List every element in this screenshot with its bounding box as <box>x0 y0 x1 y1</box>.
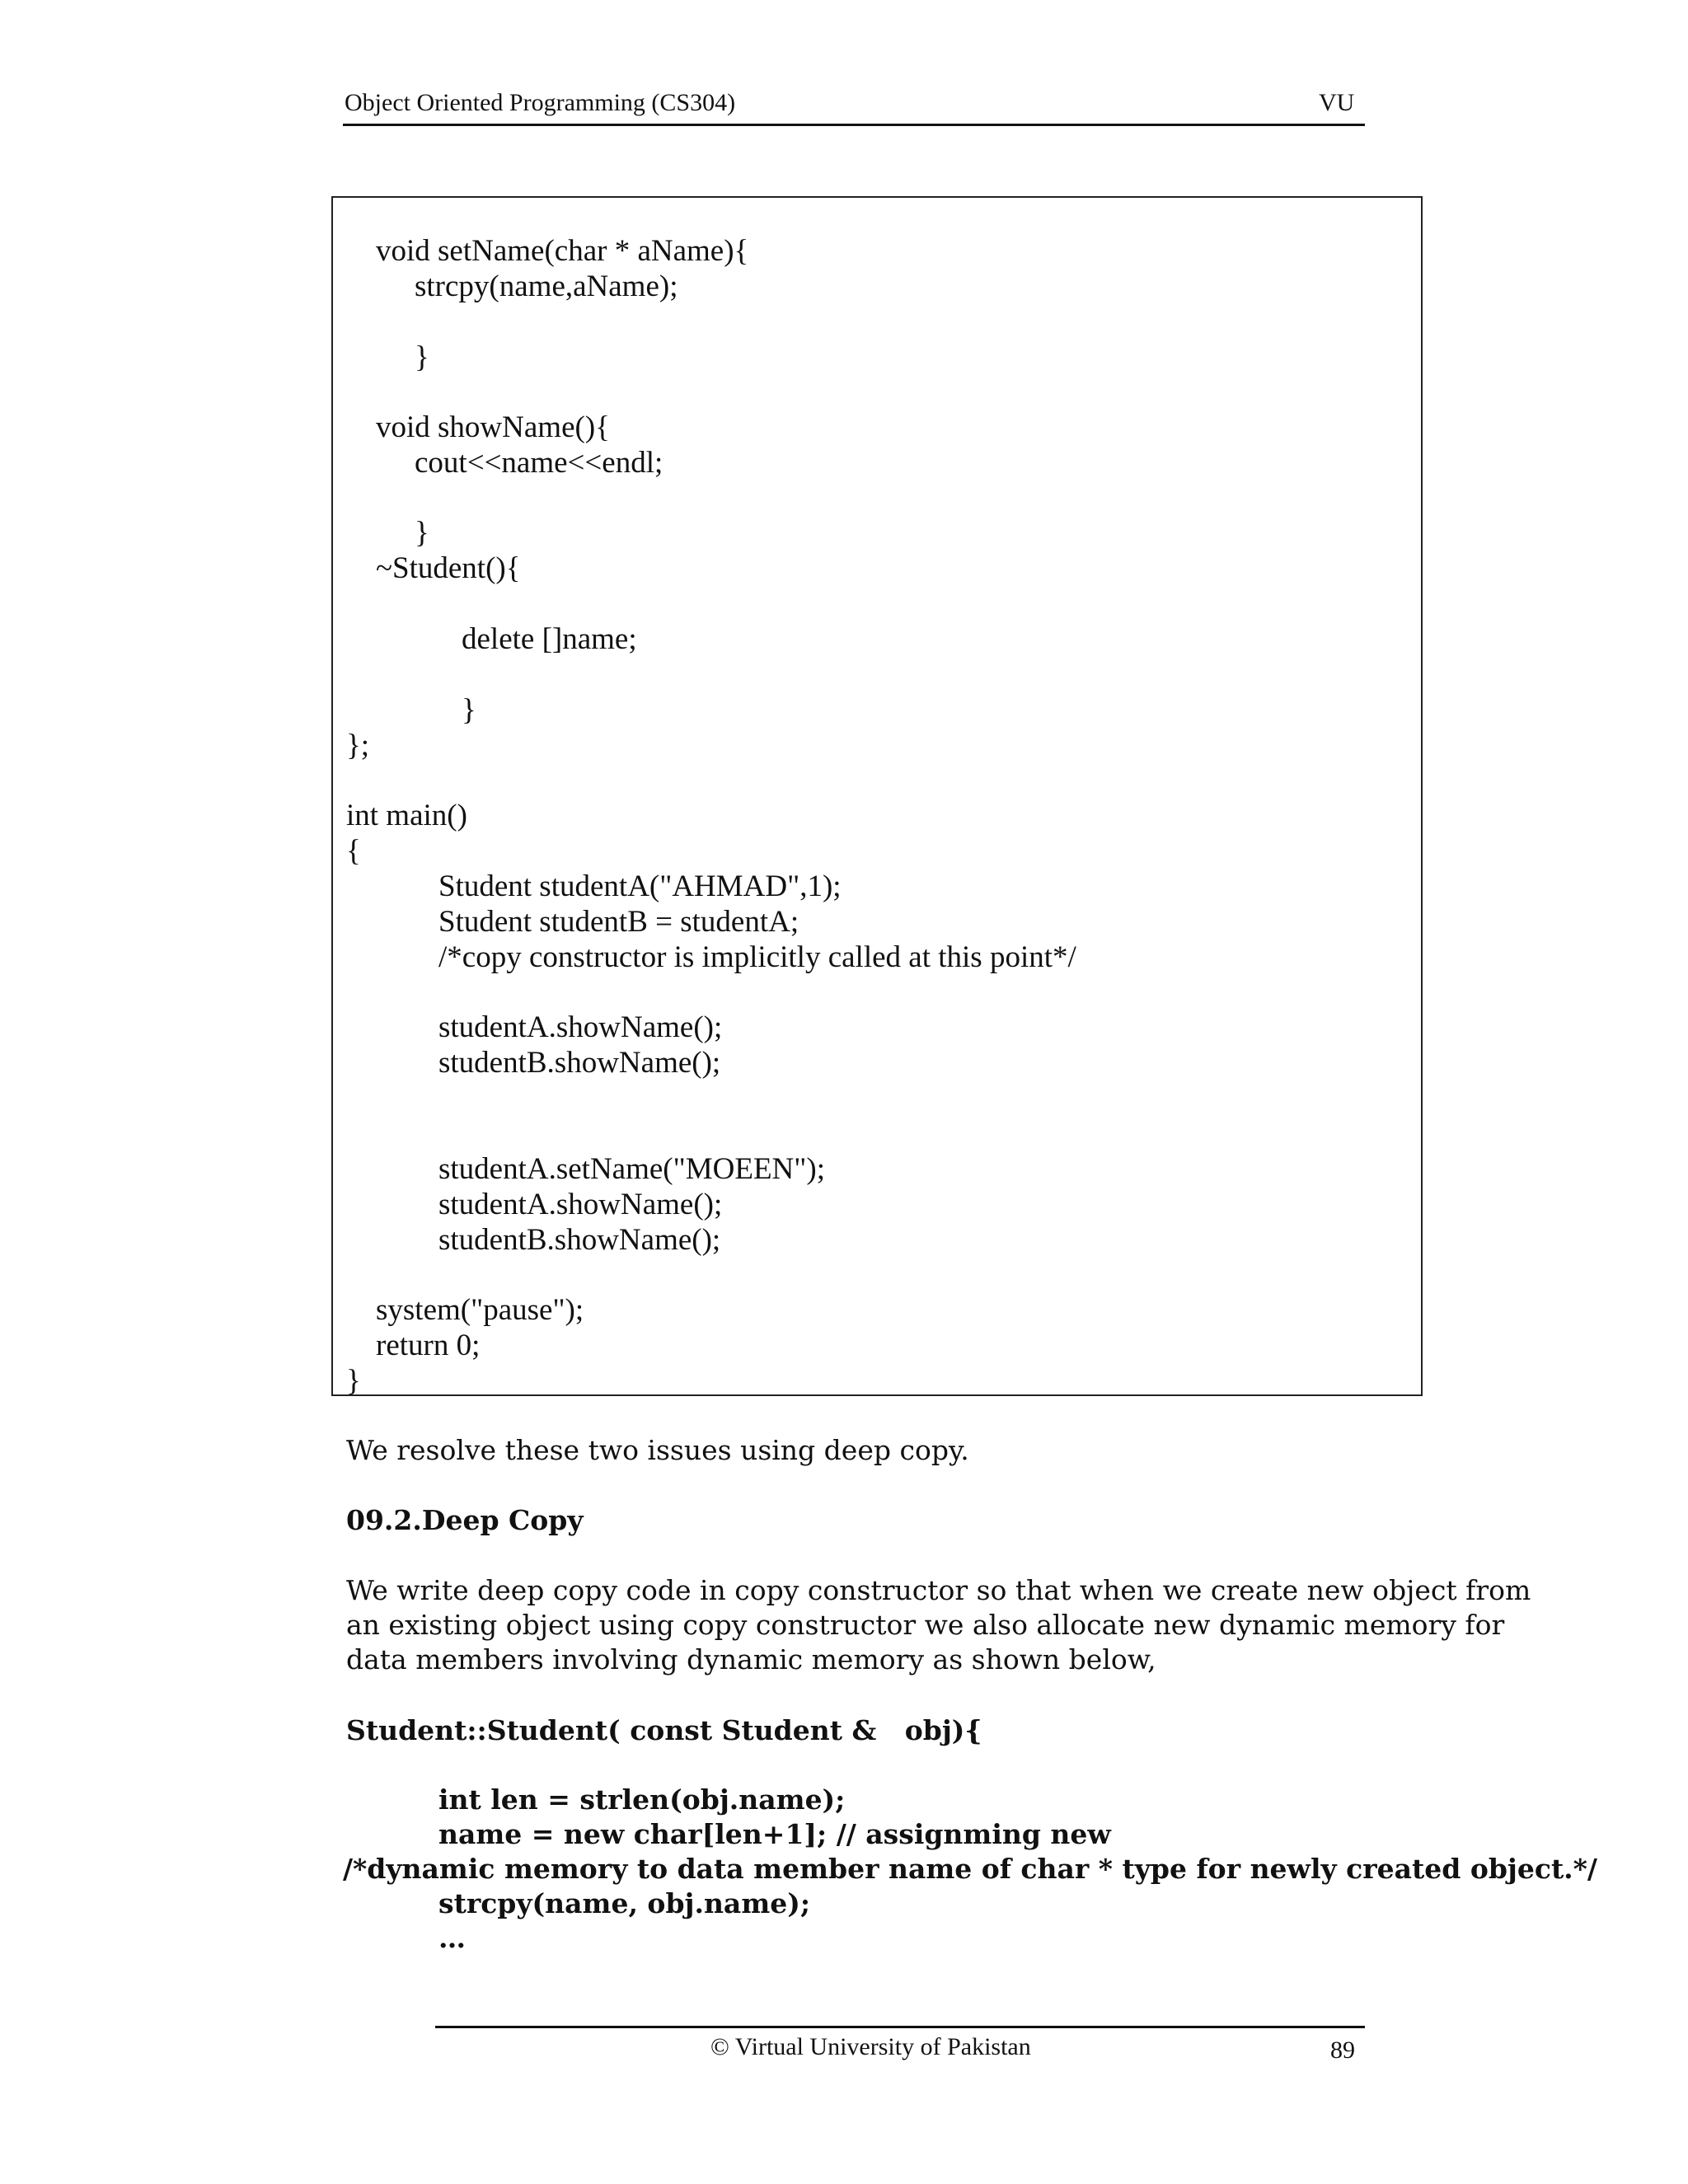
header-rule <box>343 124 1365 126</box>
code-line: } <box>415 516 429 550</box>
code-line: studentB.showName(); <box>438 1046 721 1080</box>
code-line: void showName(){ <box>376 410 610 444</box>
code-line: studentB.showName(); <box>438 1223 721 1257</box>
code-line: studentA.setName("MOEEN"); <box>438 1152 825 1186</box>
bold-code-line: int len = strlen(obj.name); <box>438 1783 846 1816</box>
bold-code-line: Student::Student( const Student & obj){ <box>346 1714 982 1746</box>
intro-text: We resolve these two issues using deep copy. <box>346 1434 969 1466</box>
code-line: return 0; <box>376 1329 481 1362</box>
code-line: strcpy(name,aName); <box>415 269 678 303</box>
code-line: delete []name; <box>462 622 637 656</box>
paragraph-line: data members involving dynamic memory as shown below, <box>346 1643 1156 1675</box>
code-line: { <box>346 834 361 868</box>
code-line: } <box>415 340 429 374</box>
code-line: Student studentA("AHMAD",1); <box>438 869 842 903</box>
section-heading: 09.2.Deep Copy <box>346 1504 584 1536</box>
code-line: }; <box>346 729 370 762</box>
bold-code-line: name = new char[len+1]; // assignming new <box>438 1818 1111 1850</box>
page-header-title: Object Oriented Programming (CS304) <box>345 89 736 116</box>
code-line: studentA.showName(); <box>438 1188 723 1221</box>
page-number: 89 <box>1330 2036 1355 2064</box>
paragraph-line: an existing object using copy constructor we also allocate new dynamic memory for <box>346 1609 1505 1641</box>
code-line: } <box>462 693 476 727</box>
paragraph-line: We write deep copy code in copy constructor so that when we create new object from <box>346 1574 1531 1606</box>
page-header-vu: VU <box>1319 89 1355 116</box>
footer-copyright: © Virtual University of Pakistan <box>710 2033 1031 2060</box>
bold-code-line: /*dynamic memory to data member name of char * type for newly created object.*/ <box>343 1853 1597 1885</box>
code-line: int main() <box>346 799 467 832</box>
code-line: } <box>346 1364 361 1398</box>
footer-rule <box>435 2026 1365 2028</box>
bold-code-line: strcpy(name, obj.name); <box>438 1887 811 1919</box>
code-line: void setName(char * aName){ <box>376 234 749 268</box>
code-line: system("pause"); <box>376 1293 584 1327</box>
code-line: /*copy constructor is implicitly called at this point*/ <box>438 940 1076 974</box>
bold-code-line: … <box>438 1922 466 1954</box>
code-line: ~Student(){ <box>376 551 521 585</box>
code-line: studentA.showName(); <box>438 1010 723 1044</box>
code-line: cout<<name<<endl; <box>415 446 663 480</box>
code-line: Student studentB = studentA; <box>438 905 799 939</box>
